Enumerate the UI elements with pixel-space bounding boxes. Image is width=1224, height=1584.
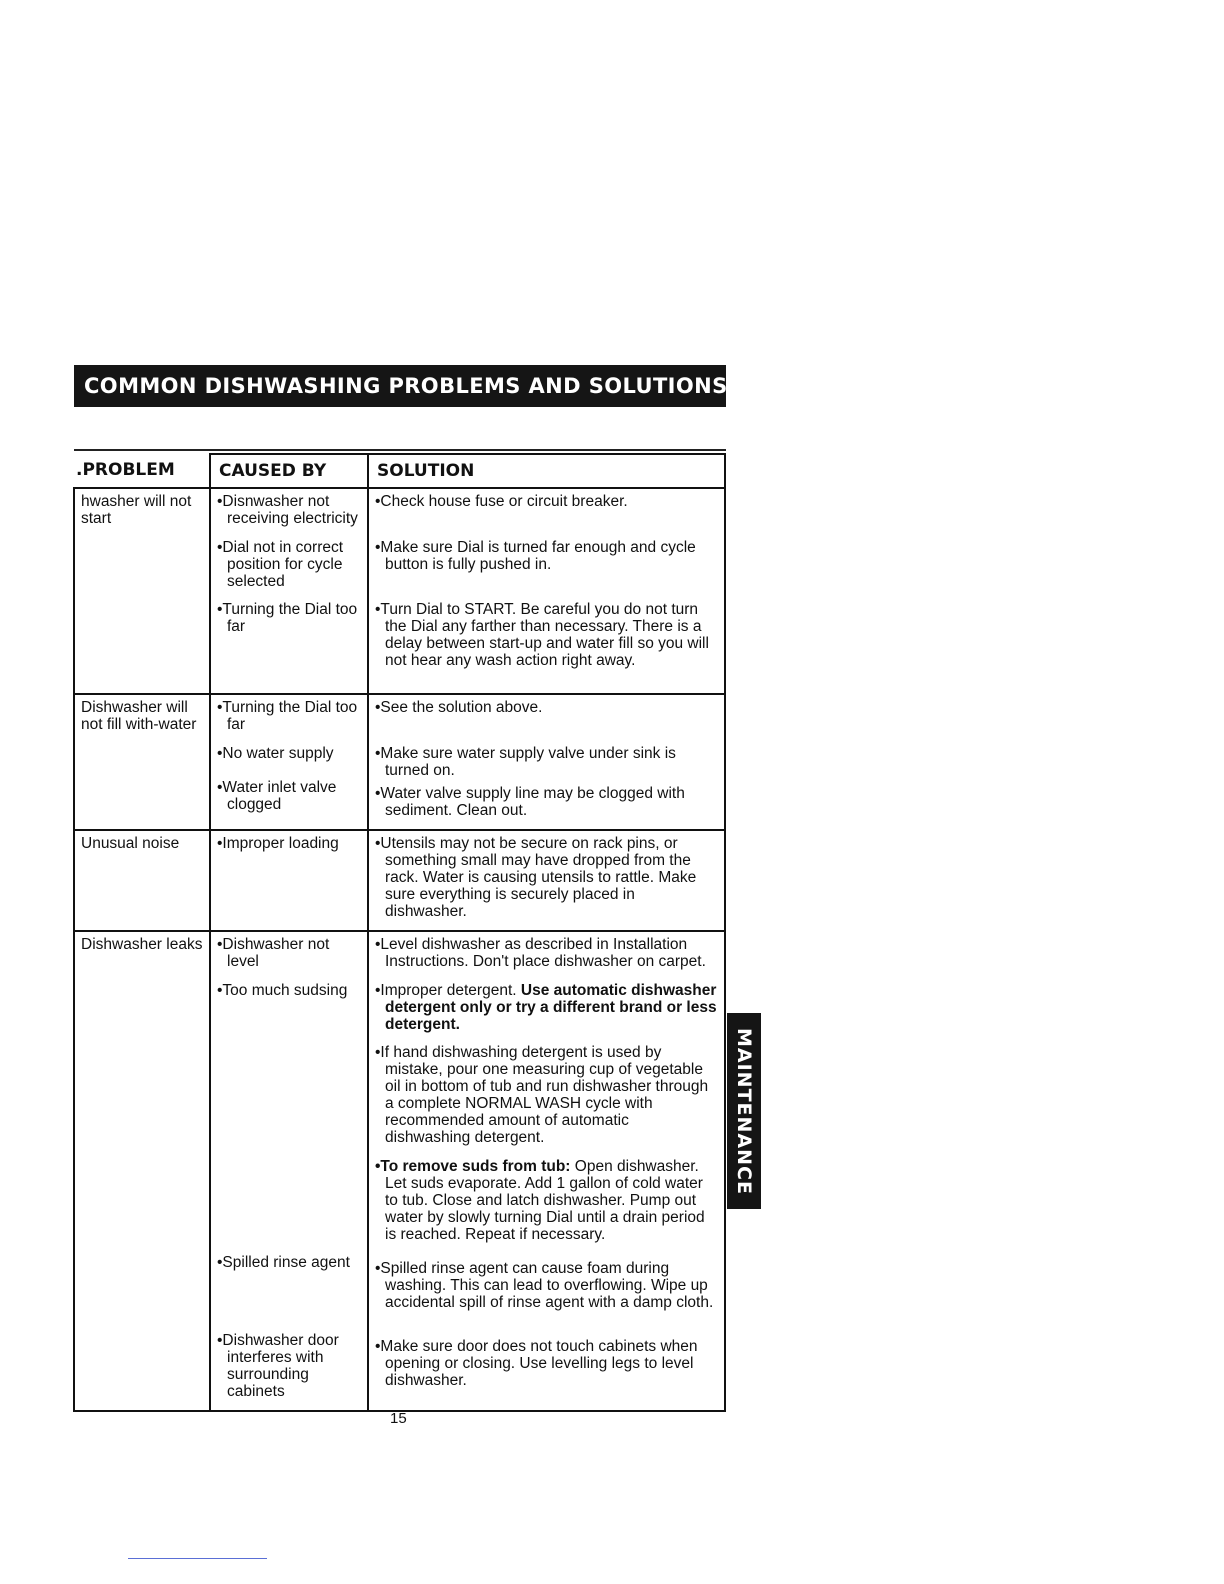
- solution-item: •Make sure door does not touch cabinets when opening or closing. Use levelling legs to level dishwasher.: [375, 1338, 698, 1389]
- table-row: [74, 830, 725, 931]
- solution-item: [375, 982, 718, 1038]
- page-number: 15: [390, 1410, 407, 1427]
- table-row: [74, 694, 725, 830]
- solution-emphasis: •To remove suds from tub:: [375, 1158, 571, 1175]
- solution-item: •Make sure water supply valve under sink is turned on.: [375, 745, 676, 779]
- problem-cell: [74, 488, 210, 694]
- bottom-rule: [128, 1558, 267, 1559]
- problem-cell: [74, 931, 210, 1411]
- solution-cell: [368, 694, 725, 830]
- solution-item: [375, 1158, 718, 1254]
- solution-item: •Utensils may not be secure on rack pins, or something small may have dropped from the rack. Water is causing utensils to rattle. Make sure everything is securely placed in dishwasher.: [375, 835, 697, 920]
- section-tab-label: MAINTENANCE: [733, 1027, 755, 1195]
- problem-text: Unusual noise: [81, 835, 180, 852]
- cause-item: •Too much sudsing: [217, 982, 348, 999]
- header-caused-by: CAUSED BY: [210, 454, 368, 488]
- cause-item: •Dishwasher not level: [217, 936, 330, 970]
- cause-item: •Turning the Dial too far: [217, 601, 358, 635]
- solution-cell: [368, 830, 725, 931]
- cause-cell: [210, 830, 368, 931]
- solution-cell: [368, 931, 725, 1411]
- section-tab-maintenance: [727, 1013, 761, 1209]
- solution-item: •Make sure Dial is turned far enough and cycle button is fully pushed in.: [375, 539, 696, 573]
- title-divider: [74, 449, 726, 451]
- cause-cell: [210, 488, 368, 694]
- cause-item: •No water supply: [217, 745, 334, 762]
- cause-item: •Water inlet valve clogged: [217, 779, 337, 813]
- solution-emphasis: Use automatic dishwasher detergent only or try a different brand or less detergent.: [385, 982, 717, 1033]
- solution-lead: •Improper detergent.: [375, 982, 521, 999]
- table-row: [74, 488, 725, 694]
- problems-table: [73, 453, 726, 1412]
- cause-cell: [210, 931, 368, 1411]
- cause-cell: [210, 694, 368, 830]
- header-solution: SOLUTION: [368, 454, 725, 488]
- problem-cell: [74, 694, 210, 830]
- solution-item: •Spilled rinse agent can cause foam during washing. This can lead to overflowing. Wipe up accidental spill of rinse agent with a damp cloth.: [375, 1260, 714, 1311]
- solution-item: •If hand dishwashing detergent is used by mistake, pour one measuring cup of vegetable oil in bottom of tub and run dishwasher through a complete NORMAL WASH cycle with recommended amount of automatic dishwashing detergent.: [375, 1044, 709, 1146]
- problem-cell: [74, 830, 210, 931]
- problem-text: Dishwasher leaks: [81, 936, 203, 953]
- cause-item: •Disnwasher not receiving electricity: [217, 493, 358, 527]
- cause-item: •Turning the Dial too far: [217, 699, 358, 733]
- cause-item: •Dishwasher door interferes with surrounding cabinets: [217, 1332, 339, 1400]
- header-problem: .PROBLEM: [74, 454, 210, 488]
- problem-text: hwasher will not start: [81, 493, 192, 527]
- cause-item: •Improper loading: [217, 835, 339, 852]
- cause-item: •Spilled rinse agent: [217, 1254, 350, 1271]
- solution-body: Open dishwasher. Let suds evaporate. Add 1 gallon of cold water to tub. Close and latch dishwasher. Pump out water by slowly turning Dial until a drain period is reached. Repeat if necessary.: [385, 1158, 705, 1243]
- solution-item: •Check house fuse or circuit breaker.: [375, 493, 628, 510]
- solution-item: •Water valve supply line may be clogged with sediment. Clean out.: [375, 785, 685, 819]
- page-title: COMMON DISHWASHING PROBLEMS AND SOLUTIONS: [74, 365, 726, 407]
- solution-item: •See the solution above.: [375, 699, 543, 716]
- table-row: [74, 931, 725, 1411]
- solution-item: •Level dishwasher as described in Installation Instructions. Don't place dishwasher on carpet.: [375, 936, 706, 970]
- cause-item: •Dial not in correct position for cycle selected: [217, 539, 344, 590]
- problem-text: Dishwasher will not fill with-water: [81, 699, 197, 733]
- solution-cell: [368, 488, 725, 694]
- solution-item: •Turn Dial to START. Be careful you do not turn the Dial any farther than necessary. There is a delay between start-up and water fill so you will not hear any wash action right away.: [375, 601, 709, 669]
